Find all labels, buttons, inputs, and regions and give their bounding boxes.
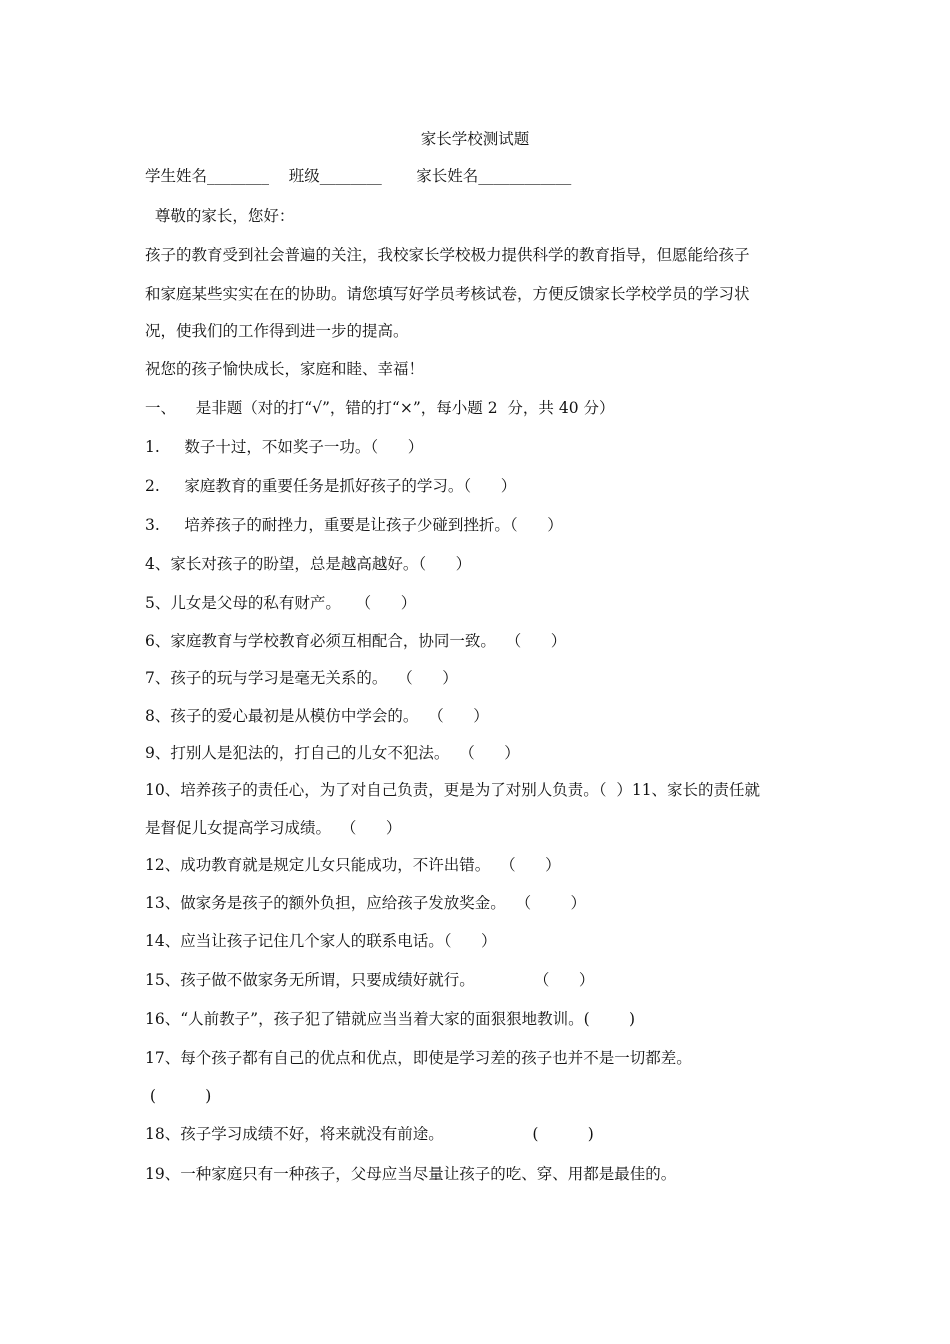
document-title: 家长学校测试题 — [420, 130, 530, 148]
question-item: 1. 数子十过，不如奖子一功。（ ） — [145, 438, 424, 456]
answer-blank: ( ) — [145, 1087, 212, 1105]
question-item: 12、成功教育就是规定儿女只能成功，不许出错。 （ ） — [145, 856, 561, 874]
question-item: 8、孩子的爱心最初是从模仿中学会的。 （ ） — [145, 707, 489, 725]
question-item: 17、每个孩子都有自己的优点和优点，即使是学习差的孩子也并不是一切都差。 — [145, 1049, 692, 1067]
question-item: 10、培养孩子的责任心，为了对自己负责，更是为了对别人负责。（ ）11、家长的责任就 — [145, 781, 761, 799]
blessing-line: 祝您的孩子愉快成长，家庭和睦、幸福！ — [145, 360, 425, 378]
question-item: 16、“人前教子”，孩子犯了错就应当当着大家的面狠狠地教训。( ) — [145, 1010, 636, 1028]
question-item: 5、儿女是父母的私有财产。 （ ） — [145, 594, 417, 612]
question-item: 2. 家庭教育的重要任务是抓好孩子的学习。（ ） — [145, 477, 517, 495]
section-heading: 一、 是非题（对的打“√”，错的打“×”，每小题 2 分，共 40 分） — [145, 399, 615, 417]
question-item: 是督促儿女提高学习成绩。 （ ） — [145, 819, 402, 837]
intro-paragraph-line: 孩子的教育受到社会普遍的关注，我校家长学校极力提供科学的教育指导，但愿能给孩子 — [145, 246, 750, 264]
intro-paragraph-line: 和家庭某些实实在在的协助。请您填写好学员考核试卷，方便反馈家长学校学员的学习状 — [145, 285, 750, 303]
info-fields-line: 学生姓名________ 班级________ 家长姓名____________ — [145, 167, 572, 185]
question-item: 4、家长对孩子的盼望，总是越高越好。（ ） — [145, 555, 472, 573]
question-item: 14、应当让孩子记住几个家人的联系电话。（ ） — [145, 932, 497, 950]
greeting: 尊敬的家长，您好： — [145, 207, 295, 225]
question-item: 6、家庭教育与学校教育必须互相配合，协同一致。 （ ） — [145, 632, 567, 650]
question-item: 9、打别人是犯法的，打自己的儿女不犯法。 （ ） — [145, 744, 520, 762]
question-item: 7、孩子的玩与学习是毫无关系的。 （ ） — [145, 669, 458, 687]
question-item: 15、孩子做不做家务无所谓，只要成绩好就行。 （ ） — [145, 971, 595, 989]
question-item: 3. 培养孩子的耐挫力，重要是让孩子少碰到挫折。（ ） — [145, 516, 563, 534]
intro-paragraph-line: 况，使我们的工作得到进一步的提高。 — [145, 322, 409, 340]
question-item: 19、一种家庭只有一种孩子，父母应当尽量让孩子的吃、穿、用都是最佳的。 — [145, 1165, 677, 1183]
question-item: 13、做家务是孩子的额外负担，应给孩子发放奖金。 （ ） — [145, 894, 586, 912]
question-item: 18、孩子学习成绩不好，将来就没有前途。 ( ) — [145, 1125, 594, 1143]
